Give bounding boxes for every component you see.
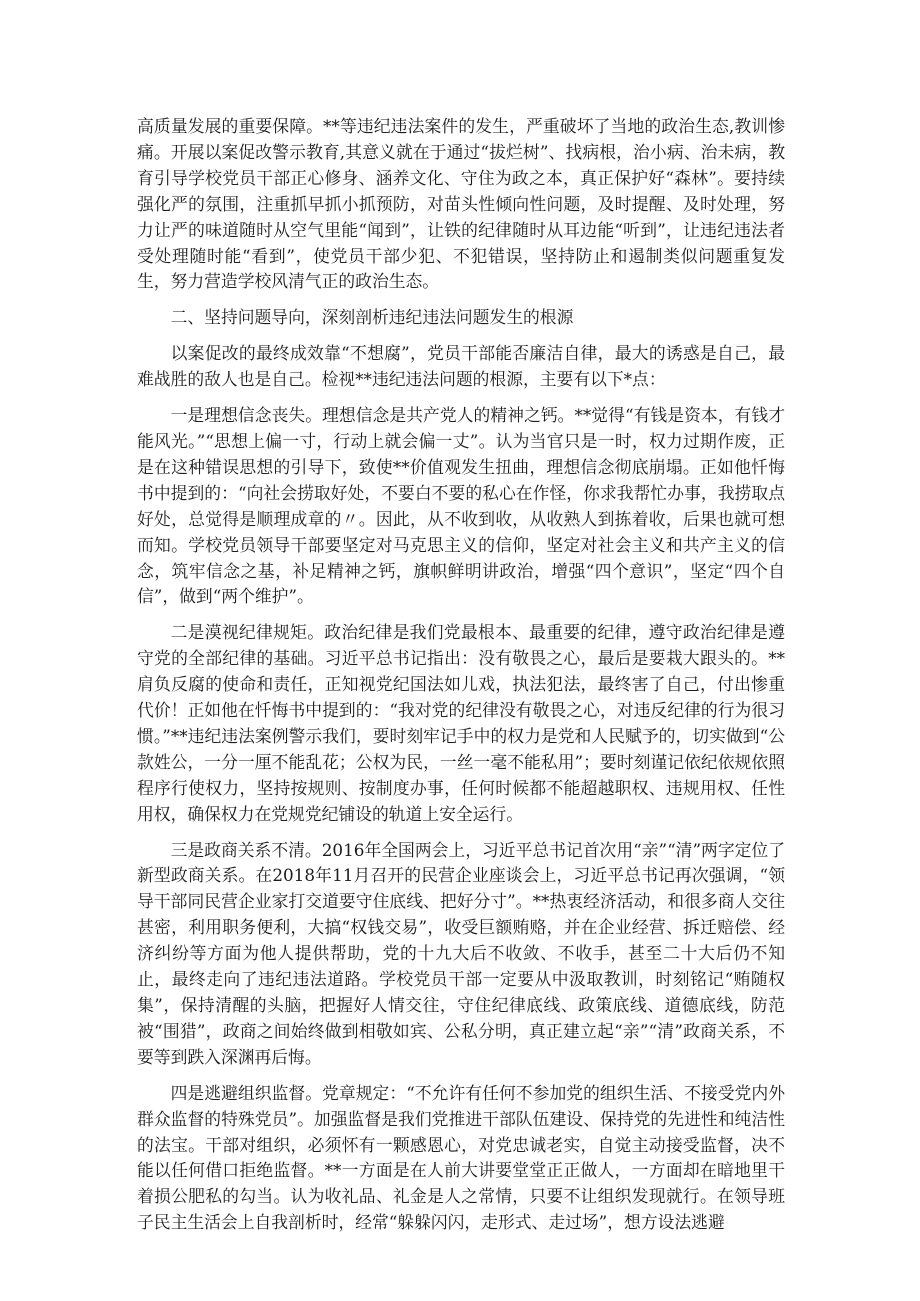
document-page (137, 114, 785, 1246)
section-heading: 二、坚持问题导向，深刻剖析违纪违法问题发生的根源 (170, 307, 574, 328)
paragraph-point-three: 三是政商关系不清。2016年全国两会上，习近平总书记首次用“亲”“清”两字定位了新型政商关系。在2018年11月召开的民营企业座谈会上，习近平总书记再次强调，“领导干部同民营企业家打交道要守住底线、把好分寸”。**热衷经济活动，和很多商人交往甚密，利用职务便利，大搞“权钱交易”，收受巨额贿赂，并在企业经营、拆迁赔偿、经济纠纷等方面为他人提供帮助，党的十九大后不收敛、不收手，甚至二十大后仍不知止，最终走向了违纪违法道路。学校党员干部一定要从中汲取教训，时刻铭记“贿随权集”，保持清醒的头脑，把握好人情交往，守住纪律底线、政策底线、道德底线，防范被“围猎”，政商之间始终做到相敬如宾、公私分明，真正建立起“亲”“清”政商关系，不要等到跌入深渊再后悔。 (137, 839, 785, 1067)
paragraph-point-two: 二是漠视纪律规矩。政治纪律是我们党最根本、最重要的纪律，遵守政治纪律是遵守党的全部纪律的基础。习近平总书记指出：没有敬畏之心，最后是要栽大跟头的。**肩负反腐的使命和责任，正知视党纪国法如儿戏，执法犯法，最终害了自己，付出惨重代价！正如他在忏悔书中提到的：“我对党的纪律没有敬畏之心，对违反纪律的行为很习惯。”**违纪违法案例警示我们，要时刻牢记手中的权力是党和人民赋予的，切实做到“公款姓公，一分一厘不能乱花；公权为民，一丝一毫不能私用”；要时刻谨记依纪依规依照程序行使权力，坚持按规则、按制度办事，任何时候都不能超越职权、违规用权、任性用权，确保权力在党规党纪铺设的轨道上安全运行。 (137, 622, 785, 824)
paragraph-point-four: 四是逃避组织监督。党章规定：“不允许有任何不参加党的组织生活、不接受党内外群众监督的特殊党员”。加强监督是我们党推进干部队伍建设、保持党的先进性和纯洁性的法宝。干部对组织，必须怀有一颗感恩心，对党忠诚老实，自觉主动接受监督，决不能以任何借口拒绝监督。**一方面是在人前大讲要堂堂正正做人，一方面却在暗地里干着损公肥私的勾当。认为收礼品、礼金是人之常情，只要不让组织发现就行。在领导班子民主生活会上自我剖析时，经常“躲躲闪闪，走形式、走过场”，想方设法逃避 (137, 1082, 785, 1233)
paragraph-intro: 高质量发展的重要保障。**等违纪违法案件的发生，严重破坏了当地的政治生态,教训惨痛。开展以案促改警示教育,其意义就在于通过“拔烂树”、找病根，治小病、治未病，教育引导学校党员干部正心修身、涵养文化、守住为政之本，真正保护好“森林”。要持续强化严的氛围，注重抓早抓小抓预防，对苗头性倾向性问题，及时提醒、及时处理，努力让严的味道随时从空气里能“闻到”，让铁的纪律随时从耳边能“听到”，让违纪违法者受处理随时能“看到”，使党员干部少犯、不犯错误，坚持防止和遏制类似问题重复发生，努力营造学校风清气正的政治生态。 (137, 116, 785, 292)
paragraph-root-causes: 以案促改的最终成效靠“不想腐”，党员干部能否廉洁自律，最大的诱惑是自己，最难战胜的敌人也是自己。检视**违纪违法问题的根源，主要有以下*点： (137, 343, 785, 390)
paragraph-point-one: 一是理想信念丧失。理想信念是共产党人的精神之钙。**觉得“有钱是资本，有钱才能风光。”“思想上偏一寸，行动上就会偏一丈”。认为当官只是一时，权力过期作废，正是在这种错误思想的引导下，致使**价值观发生扭曲，理想信念彻底崩塌。正如他忏悔书中提到的：“向社会捞取好处，不要白不要的私心在作怪，你求我帮忙办事，我捞取点好处，总觉得是顺理成章的〃。因此，从不收到收，从收熟人到拣着收，后果也就可想而知。学校党员领导干部要坚定对马克思主义的信仰，坚定对社会主义和共产主义的信念，筑牢信念之基，补足精神之钙，旗帜鲜明讲政治，增强“四个意识”，坚定“四个自信”，做到“两个维护”。 (137, 405, 785, 607)
